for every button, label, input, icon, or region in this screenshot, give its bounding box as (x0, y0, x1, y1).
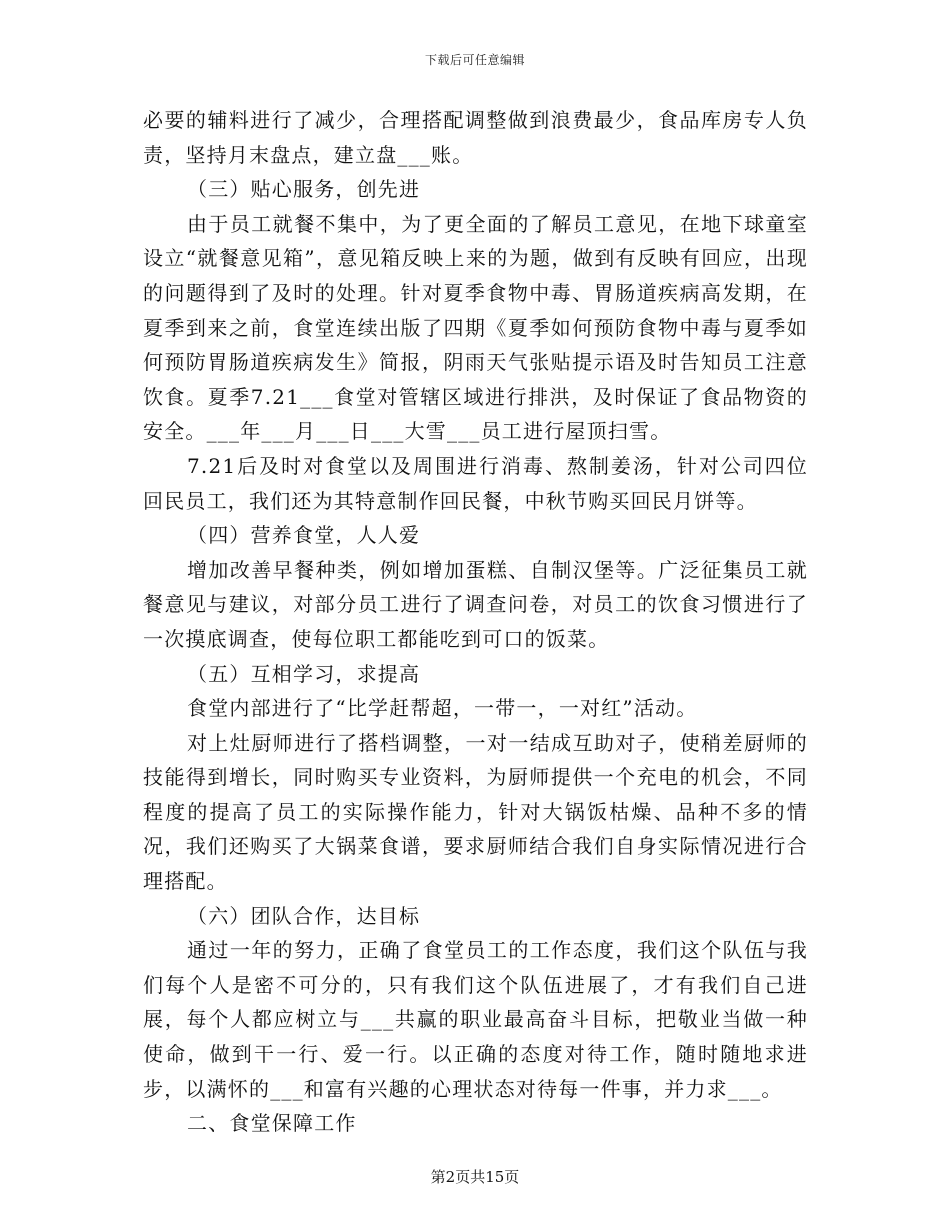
paragraph-chef-training: 对上灶厨师进行了搭档调整，一对一结成互助对子，使稍差厨师的技能得到增长，同时购买专业资料，为厨师提供一个充电的机会，不同程度的提高了员工的实际操作能力，针对大锅饭枯燥、品种不多的情况，我们还购买了大锅菜食谱，要求厨师结合我们自身实际情况进行合理搭配。 (143, 730, 808, 894)
page-number-footer: 第2页共15页 (430, 1168, 520, 1186)
page-header-note: 下载后可任意编辑 (424, 53, 525, 67)
document-body (143, 103, 808, 1141)
paragraph-disinfection: 7.21后及时对食堂以及周围进行消毒、熬制姜汤，针对公司四位回民员工，我们还为其特意制作回民餐，中秋节购买回民月饼等。 (143, 453, 808, 513)
paragraph-teamwork: 通过一年的努力，正确了食堂员工的工作态度，我们这个队伍与我们每个人是密不可分的，只有我们这个队伍进展了，才有我们自己进展，每个人都应树立与___共赢的职业最高奋斗目标，把敬业当做一种使命，做到干一行、爱一行。以正确的态度对待工作，随时随地求进步，以满怀的___和富有兴趣的心理状态对待每一件事，并力求___。 (143, 938, 808, 1101)
section-heading-5: （五）互相学习，求提高 (187, 661, 421, 686)
section-heading-6: （六）团队合作，达目标 (187, 903, 421, 928)
paragraph-nutrition: 增加改善早餐种类，例如增加蛋糕、自制汉堡等。广泛征集员工就餐意见与建议，对部分员工进行了调查问卷，对员工的饮食习惯进行了一次摸底调查，使每位职工都能吃到可口的饭菜。 (143, 557, 808, 651)
section-heading-2: 二、食堂保障工作 (187, 1111, 357, 1136)
paragraph-service: 由于员工就餐不集中，为了更全面的了解员工意见，在地下球童室设立“就餐意见箱”，意见箱反映上来的为题，做到有反映有回应，出现的问题得到了及时的处理。针对夏季食物中毒、胃肠道疾病高发期，在夏季到来之前，食堂连续出版了四期《夏季如何预防食物中毒与夏季如何预防胃肠道疾病发生》简报，阴雨天气张贴提示语及时告知员工注意饮食。夏季7.21___食堂对管辖区域进行排洪，及时保证了食品物资的安全。___年___月___日___大雪___员工进行屋顶扫雪。 (143, 211, 808, 444)
section-heading-3: （三）贴心服务，创先进 (187, 177, 421, 202)
paragraph-activity: 食堂内部进行了“比学赶帮超，一带一，一对红”活动。 (187, 696, 698, 721)
section-heading-4: （四）营养食堂，人人爱 (187, 523, 421, 548)
paragraph-continuation: 必要的辅料进行了减少，合理搭配调整做到浪费最少，食品库房专人负责，坚持月末盘点，建立盘___账。 (143, 108, 808, 167)
